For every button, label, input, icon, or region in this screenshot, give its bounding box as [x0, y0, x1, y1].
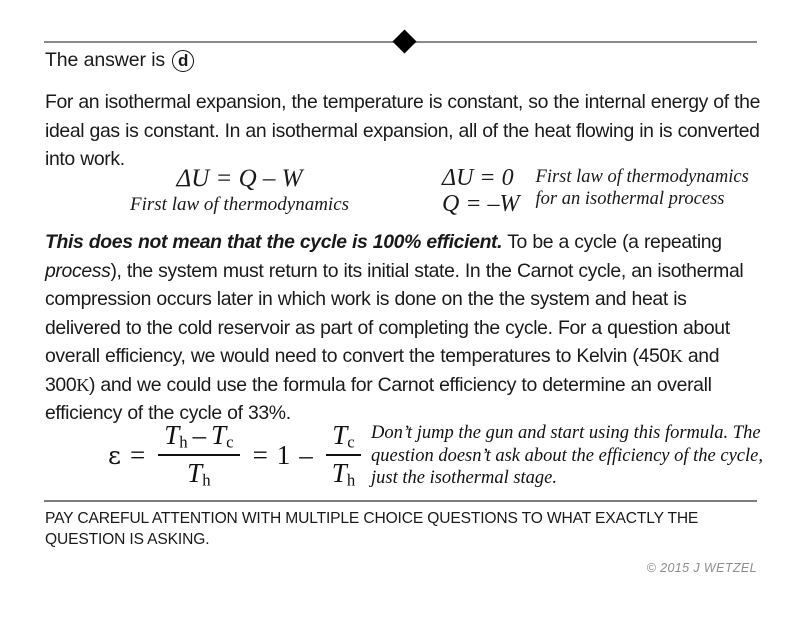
fraction-tc-over-th: [326, 420, 361, 491]
minus-sign: –: [299, 439, 313, 470]
emphasis-phrase: This does not mean that the cycle is 100% efficient.: [45, 231, 503, 253]
fraction-2-numerator-subscript: c: [347, 432, 355, 452]
equation-isothermal-lines: [442, 165, 520, 217]
numerator-th: T: [164, 420, 180, 450]
copyright-text: © 2015 J WETZEL: [646, 561, 757, 575]
answer-prefix-text: The answer is: [45, 49, 166, 71]
paragraph-2-part-c: and 300: [45, 345, 720, 396]
answer-choice-badge: d: [172, 50, 194, 72]
kelvin-unit-2: K: [76, 374, 89, 395]
fraction-2-denominator-subscript: h: [346, 471, 356, 491]
kelvin-unit-1: K: [669, 346, 683, 366]
bottom-rule-line: [44, 500, 757, 502]
numerator-minus: –: [192, 420, 207, 450]
diamond-icon: [392, 29, 416, 53]
equation-first-law-caption: First law of thermodynamics: [130, 194, 350, 215]
fraction-2-denominator: [326, 458, 361, 490]
equation-isothermal-caption: [536, 166, 749, 210]
paragraph-2-part-b: ), the system must return to its initial state. In the Carnot cycle, an isothermal compression occurs later in which work is done on the the system and heat is delivered to the cold reservoir as part of completing the cycle. For a question about overall efficiency, we would need to convert the temperatures to Kelvin (450: [45, 259, 744, 367]
fraction-1-denominator: [181, 458, 216, 490]
fraction-1-numerator: [158, 420, 239, 452]
footer-advice-text: PAY CAREFUL ATTENTION WITH MULTIPLE CHOICE QUESTIONS TO WHAT EXACTLY THE QUESTION IS ASKING.: [45, 510, 699, 548]
paragraph-carnot-explanation: [45, 228, 761, 428]
equation-first-law: ΔU = Q – W: [176, 165, 303, 192]
equation-isothermal-group: [442, 165, 749, 217]
equation-first-law-group: [130, 165, 349, 216]
denominator-th: T: [187, 458, 203, 489]
epsilon-symbol: ε: [108, 440, 121, 470]
equations-row: [0, 165, 800, 223]
fraction-th-minus-tc-over-th: [158, 420, 239, 491]
paragraph-2-part-a: To be a cycle (a repeating: [502, 231, 722, 253]
fraction-2-bar: [326, 454, 361, 456]
answer-line: [45, 49, 194, 72]
equation-isothermal-caption-line1: First law of thermodynamics: [535, 167, 749, 187]
paragraph-2-part-d: ) and we could use the formula for Carnot efficiency to determine an overall efficiency of the cycle of 33%.: [45, 373, 712, 424]
numerator-tc: T: [211, 420, 227, 450]
equals-sign-1: =: [129, 439, 146, 470]
constant-one: 1: [276, 439, 291, 470]
numerator-tc-subscript: c: [226, 432, 234, 452]
fraction-2-denominator-t: T: [331, 458, 347, 489]
fraction-2-numerator-t: T: [332, 420, 348, 450]
equation-q-equals-minus-w: Q = –W: [442, 191, 520, 217]
denominator-th-subscript: h: [202, 471, 211, 491]
equation-delta-u-zero: ΔU = 0: [442, 165, 514, 191]
equals-sign-2: =: [252, 439, 268, 470]
carnot-efficiency-formula: [108, 420, 365, 491]
formula-warning-note: Don’t jump the gun and start using this formula. The question doesn’t ask about the efficiency of the cycle, just the isothermal stage.: [371, 423, 763, 488]
paragraph-isothermal-explanation: For an isothermal expansion, the temperature is constant, so the internal energy of the ideal gas is constant. In an isothermal expansion, all of the heat flowing in is converted into work.: [45, 91, 761, 170]
fraction-2-numerator: [326, 420, 360, 452]
equation-isothermal-caption-line2: for an isothermal process: [535, 189, 725, 209]
fraction-1-bar: [158, 454, 239, 456]
numerator-th-subscript: h: [179, 432, 188, 452]
italic-word-process: process: [45, 259, 111, 282]
